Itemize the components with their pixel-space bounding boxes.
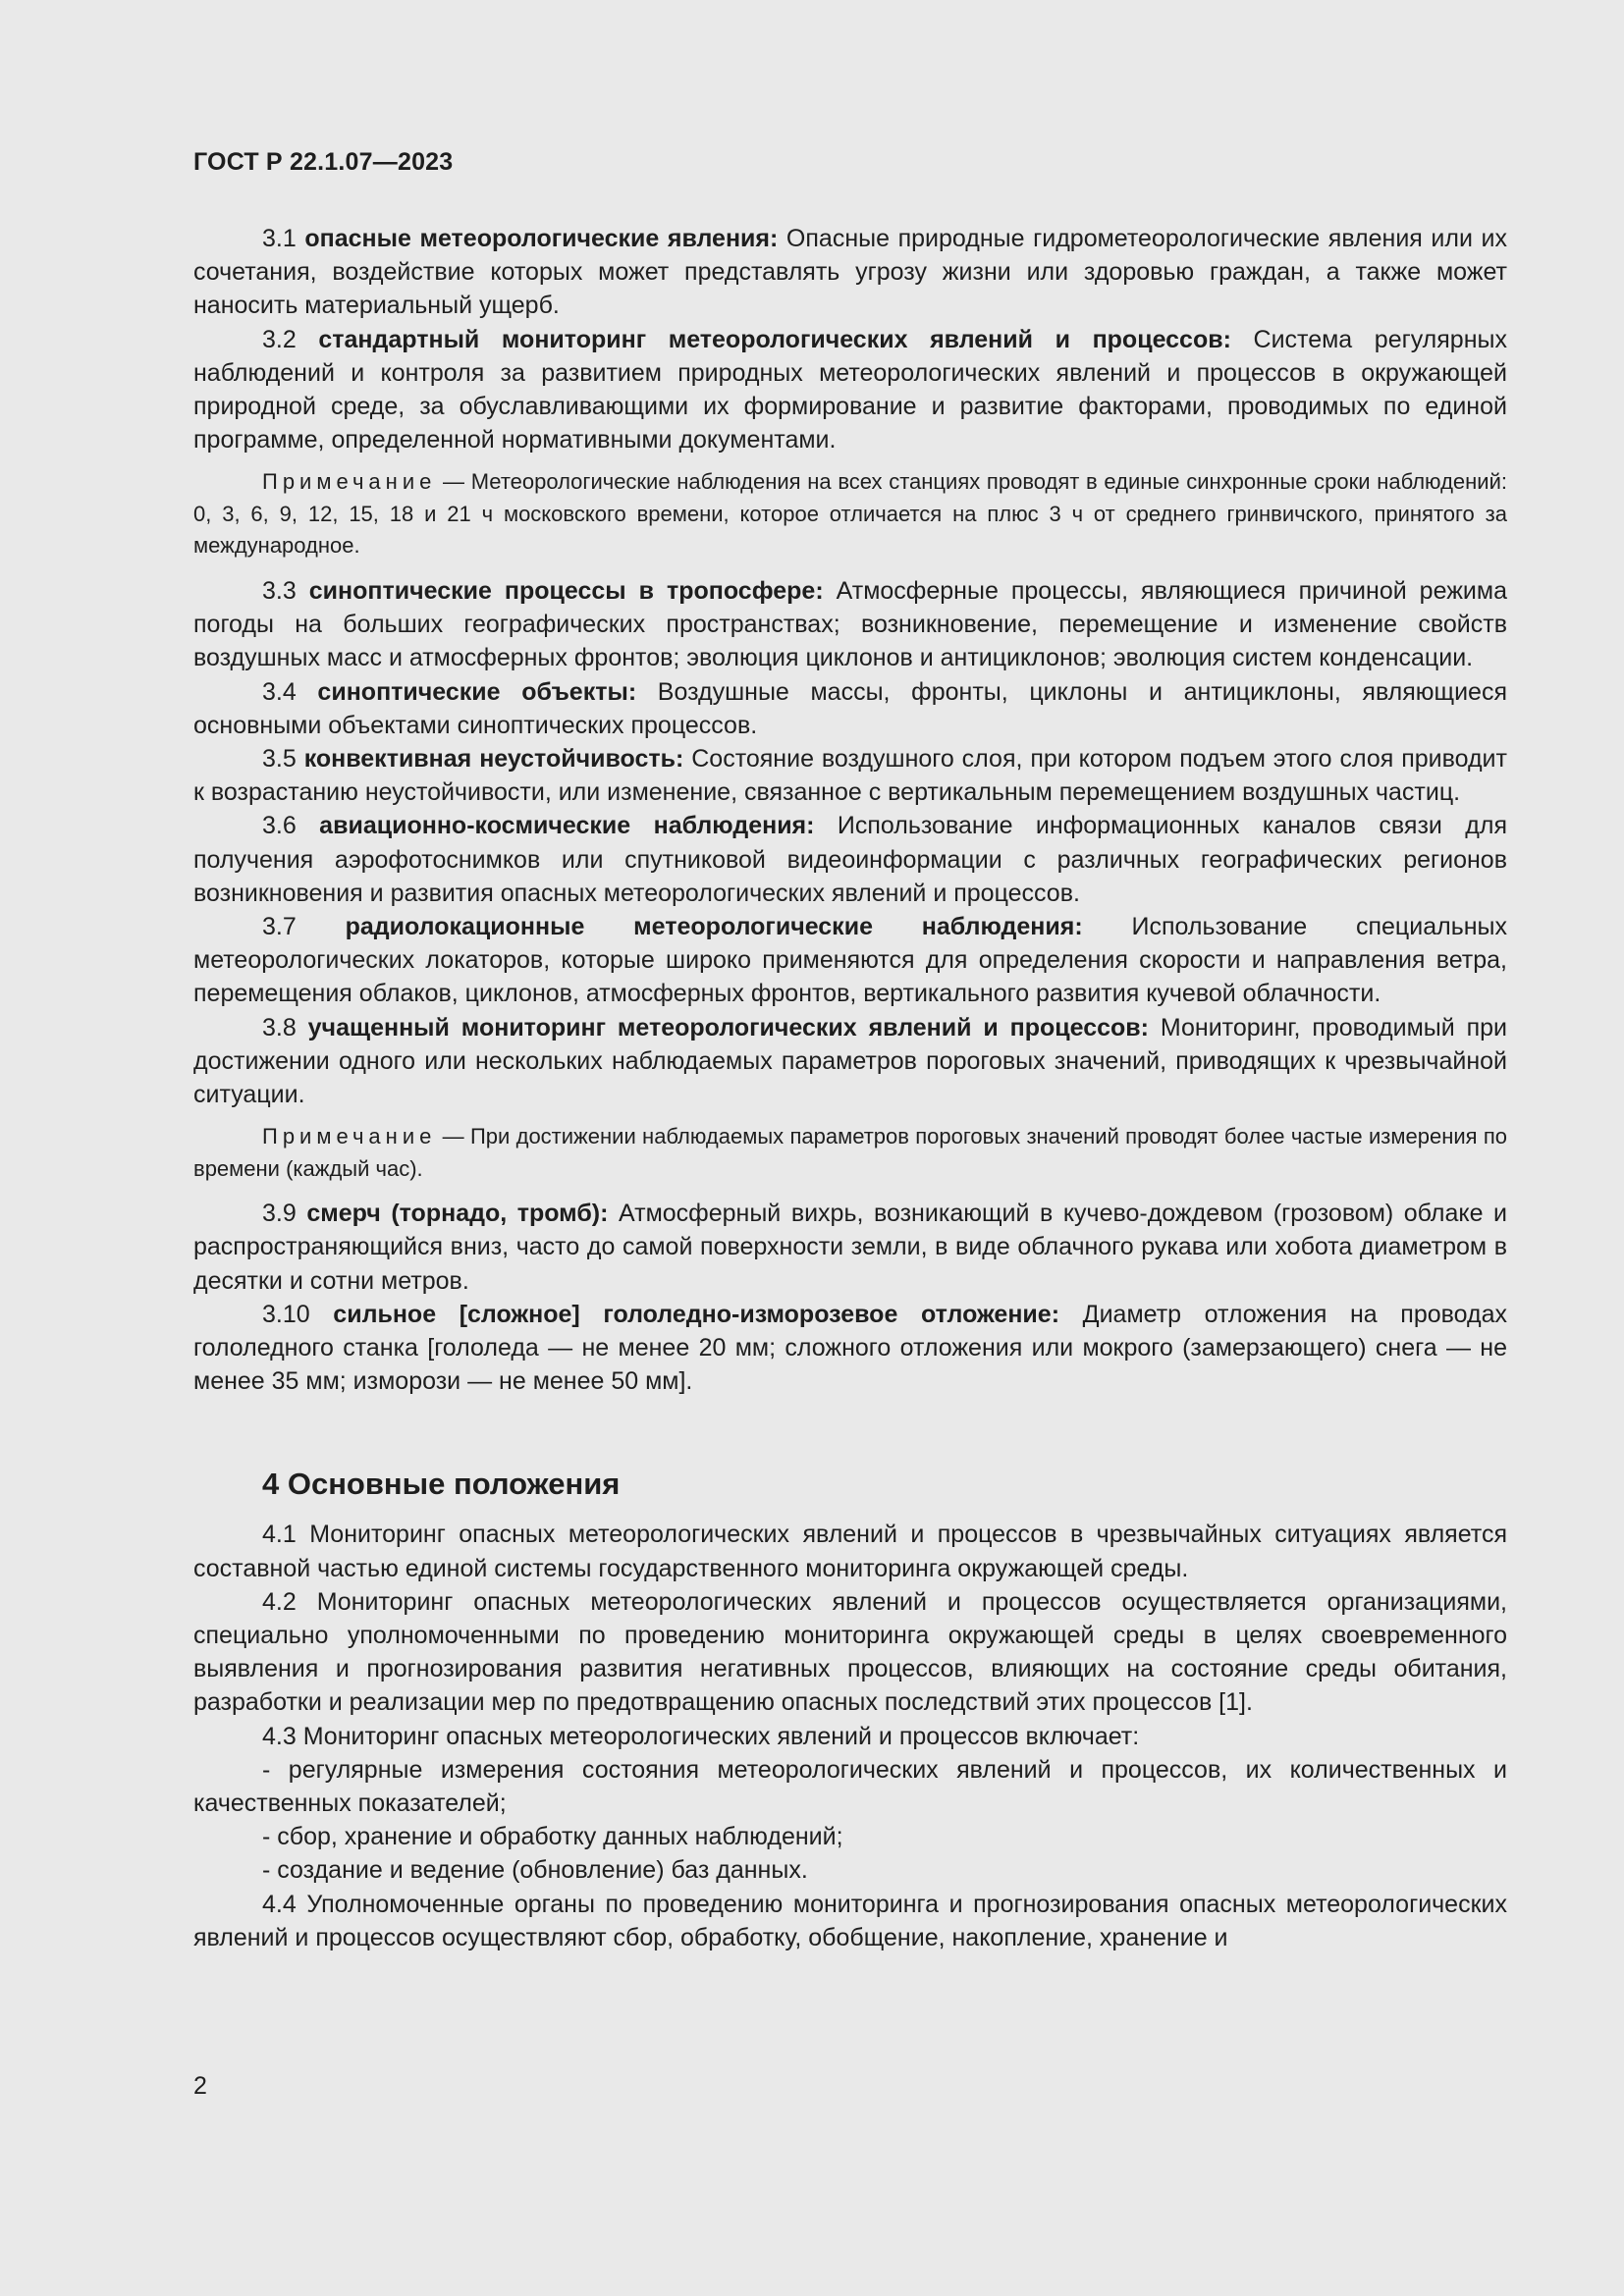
- term-name: синоптические объекты:: [317, 677, 637, 706]
- term-name: стандартный мониторинг метеорологических явлений и процессов:: [318, 325, 1231, 353]
- term-definition: Использование информационных каналов связи для получения аэрофотоснимков или спутниковой видеоинформации с различных географических регионов возникновения и развития опасных метеорологических явлений и процессов.: [193, 812, 1507, 907]
- list-item: - создание и ведение (обновление) баз данных.: [262, 1856, 808, 1885]
- term-number: 3.4: [262, 677, 297, 706]
- page-content: [193, 222, 1507, 1954]
- term-3-10: [193, 1298, 1507, 1399]
- term-definition: Атмосферный вихрь, возникающий в кучево-дождевом (грозовом) облаке и распространяющийся вниз, часто до самой поверхности земли, в виде облачного рукава или хобота диаметром в десятки и сотни метров.: [193, 1200, 1507, 1295]
- term-3-9: [193, 1197, 1507, 1298]
- term-number: 3.3: [262, 576, 297, 605]
- note-label: Примечание: [262, 1124, 437, 1149]
- term-definition: Атмосферные процессы, являющиеся причиной режима погоды на больших географических пространствах; возникновение, перемещение и изменение свойств воздушных масс и атмосферных фронтов; эволюция циклонов и антициклонов; эволюция систем конденсации.: [193, 576, 1507, 672]
- term-number: 3.7: [262, 912, 297, 940]
- term-name: авиационно-космические наблюдения:: [319, 812, 815, 840]
- note-label: Примечание: [262, 469, 437, 495]
- term-3-1: [193, 222, 1507, 323]
- paragraph-4-1: 4.1 Мониторинг опасных метеорологических явлений и процессов в чрезвычайных ситуациях является составной частью единой системы государственного мониторинга окружающей среды.: [193, 1521, 1507, 1582]
- page-number: 2: [193, 2072, 207, 2100]
- term-definition: Состояние воздушного слоя, при котором подъем этого слоя приводит к возрастанию неустойчивости, или изменение, связанное с вертикальным перемещением воздушных частиц.: [193, 744, 1507, 807]
- term-number: 3.2: [262, 325, 297, 353]
- term-3-3: [193, 574, 1507, 675]
- term-3-7: [193, 910, 1507, 1011]
- paragraph-4-3: 4.3 Мониторинг опасных метеорологических явлений и процессов включает:: [262, 1722, 1140, 1750]
- term-3-5: [193, 742, 1507, 809]
- term-definition: Мониторинг, проводимый при достижении одного или нескольких наблюдаемых параметров пороговых значений, приводящих к чрезвычайной ситуации.: [193, 1013, 1507, 1108]
- term-3-2: [193, 323, 1507, 457]
- term-number: 3.1: [262, 225, 297, 252]
- term-definition: Система регулярных наблюдений и контроля за развитием природных метеорологических явлений и процессов в окружающей природной среде, за обуславливающими их формирование и развитие факторами, проводимых по единой программе, определенной нормативными документами.: [193, 325, 1507, 454]
- term-number: 3.9: [262, 1200, 297, 1228]
- term-3-4: [193, 675, 1507, 742]
- document-code: ГОСТ Р 22.1.07—2023: [193, 148, 454, 176]
- term-definition: Диаметр отложения на проводах гололедного станка [гололеда — не менее 20 мм; сложного отложения или мокрого (замерзающего) снега — не менее 35 мм; изморози — не менее 50 мм].: [193, 1300, 1507, 1396]
- term-definition: Опасные природные гидрометеорологические явления или их сочетания, воздействие которых может представлять угрозу жизни или здоровью граждан, а также может наносить материальный ущерб.: [193, 225, 1507, 320]
- term-3-6: [193, 809, 1507, 910]
- note-1: [193, 466, 1507, 562]
- list-item: - регулярные измерения состояния метеорологических явлений и процессов, их количественных и качественных показателей;: [193, 1755, 1507, 1818]
- term-name: радиолокационные метеорологические наблюдения:: [345, 912, 1083, 940]
- term-3-8: [193, 1011, 1507, 1112]
- paragraph-4-2: 4.2 Мониторинг опасных метеорологических явлений и процессов осуществляется организациями, специально уполномоченными по проведению мониторинга окружающей среды в целях своевременного выявления и прогнозирования развития негативных процессов, влияющих на состояние среды обитания, разработки и реализации мер по предотвращению опасных последствий этих процессов [1].: [193, 1587, 1507, 1717]
- term-name: смерч (торнадо, тромб):: [306, 1200, 609, 1228]
- term-definition: Использование специальных метеорологических локаторов, которые широко применяются для определения скорости и направления ветра, перемещения облаков, циклонов, атмосферных фронтов, вертикального развития кучевой облачности.: [193, 912, 1507, 1008]
- term-name: учащенный мониторинг метеорологических явлений и процессов:: [307, 1013, 1150, 1041]
- term-number: 3.8: [262, 1013, 297, 1041]
- term-name: конвективная неустойчивость:: [303, 744, 684, 773]
- note-text: — При достижении наблюдаемых параметров пороговых значений проводят более частые измерения по времени (каждый час).: [193, 1124, 1507, 1181]
- list-item: - сбор, хранение и обработку данных наблюдений;: [262, 1823, 843, 1851]
- term-number: 3.5: [262, 744, 297, 773]
- section-heading: 4 Основные положения: [262, 1467, 621, 1502]
- term-number: 3.6: [262, 812, 297, 840]
- term-definition: Воздушные массы, фронты, циклоны и антициклоны, являющиеся основными объектами синоптических процессов.: [193, 677, 1508, 739]
- term-name: синоптические процессы в тропосфере:: [308, 576, 824, 605]
- note-text: — Метеорологические наблюдения на всех станциях проводят в единые синхронные сроки наблюдений: 0, 3, 6, 9, 12, 15, 18 и 21 ч московского времени, которое отличается на плюс 3 ч от среднего гринвичского, принятого за международное.: [193, 469, 1507, 559]
- term-name: сильное [сложное] гололедно-изморозевое отложение:: [333, 1300, 1060, 1328]
- term-name: опасные метеорологические явления:: [304, 225, 779, 252]
- term-number: 3.10: [262, 1300, 310, 1328]
- paragraph-4-4: 4.4 Уполномоченные органы по проведению мониторинга и прогнозирования опасных метеорологических явлений и процессов осуществляют сбор, обработку, обобщение, накопление, хранение и: [193, 1890, 1507, 1951]
- note-2: [193, 1121, 1507, 1185]
